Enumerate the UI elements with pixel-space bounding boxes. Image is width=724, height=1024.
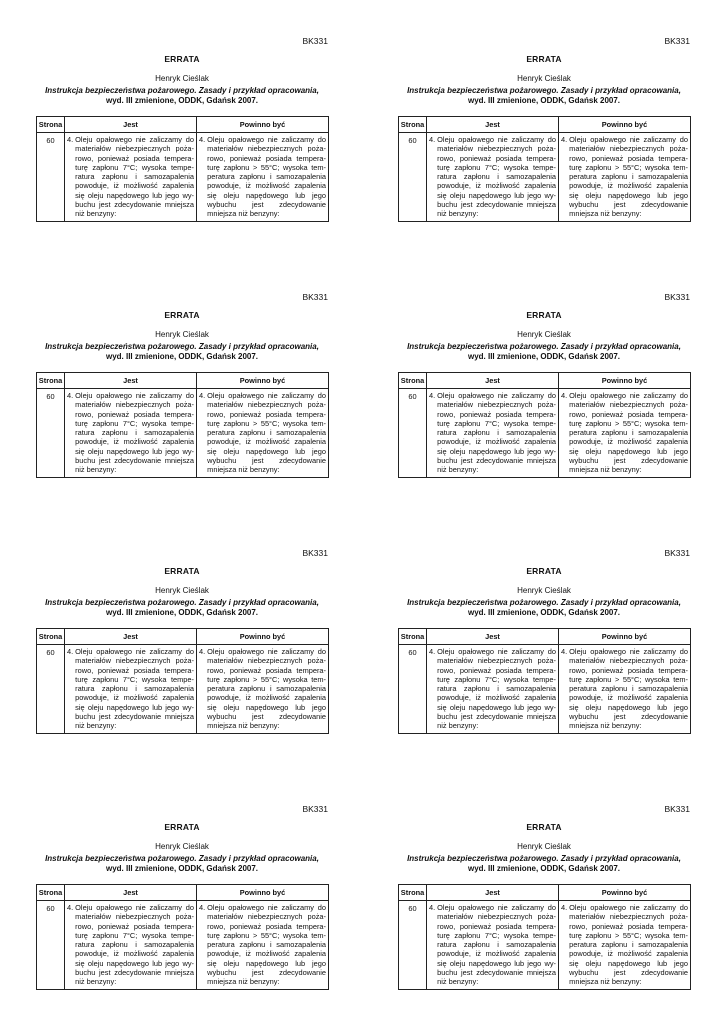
book-title: Instrukcja bezpieczeństwa pożarowego. Zasady i przykład opracowania,	[45, 598, 319, 607]
table-row	[399, 901, 691, 990]
errata-table	[398, 116, 691, 222]
row-is	[427, 389, 559, 478]
item-number: 4.	[561, 135, 568, 144]
slip-code: BK331	[302, 36, 328, 46]
header-should: Powinno być	[197, 885, 329, 901]
should-text: Oleju opałowego nie zaliczamy do materiałów niebezpiecznych pożarowo, ponieważ posiada temperaturę zapłonu > 55°C; wysoka temperatura zapłonu i samozapalenia powoduje, iż możliwość zapalenia się oleju napędowego lub jego wybuchu jest zdecydowanie mniejsza niż benzyny:	[207, 647, 326, 731]
errata-table	[398, 628, 691, 734]
header-page: Strona	[399, 117, 427, 133]
book-title: Instrukcja bezpieczeństwa pożarowego. Zasady i przykład opracowania,	[45, 854, 319, 863]
row-page: 60	[37, 901, 65, 990]
should-text: Oleju opałowego nie zaliczamy do materiałów niebezpiecznych pożarowo, ponieważ posiada temperaturę zapłonu > 55°C; wysoka temperatura zapłonu i samozapalenia powoduje, iż możliwość zapalenia się oleju napędowego lub jego wybuchu jest zdecydowanie mniejsza niż benzyny:	[207, 391, 326, 475]
item-number: 4.	[67, 391, 74, 400]
header-should: Powinno być	[197, 373, 329, 389]
header-should: Powinno być	[559, 373, 691, 389]
errata-table	[36, 116, 329, 222]
header-should: Powinno być	[559, 885, 691, 901]
slip-book-reference	[36, 86, 328, 106]
is-text: Oleju opałowego nie zaliczamy do materiałów niebezpiecznych pożarowo, ponieważ posiada temperaturę zapłonu 7°C; wysoka temperatura zapłonu i samozapalenia powoduje, iż możliwość zapalenia się oleju napędowego lub jego wybuchu jest zdecydowanie mniejsza niż benzyny:	[437, 391, 556, 475]
book-edition: wyd. III zmienione, ODDK, Gdańsk 2007.	[467, 608, 621, 617]
table-header-row	[399, 373, 691, 389]
slip-book-reference	[36, 854, 328, 874]
header-page: Strona	[37, 117, 65, 133]
errata-table	[398, 372, 691, 478]
table-row	[37, 389, 329, 478]
item-number: 4.	[199, 135, 206, 144]
header-is: Jest	[65, 629, 197, 645]
slip-title: ERRATA	[526, 310, 562, 320]
row-page: 60	[37, 133, 65, 222]
book-title: Instrukcja bezpieczeństwa pożarowego. Zasady i przykład opracowania,	[407, 342, 681, 351]
header-should: Powinno być	[559, 629, 691, 645]
item-number: 4.	[429, 391, 436, 400]
table-header-row	[399, 117, 691, 133]
book-title: Instrukcja bezpieczeństwa pożarowego. Zasady i przykład opracowania,	[407, 854, 681, 863]
header-page: Strona	[37, 885, 65, 901]
row-should	[197, 901, 329, 990]
row-is	[65, 389, 197, 478]
book-edition: wyd. III zmienione, ODDK, Gdańsk 2007.	[105, 864, 259, 873]
item-number: 4.	[199, 903, 206, 912]
slip-author: Henryk Cieślak	[155, 586, 209, 595]
row-is	[427, 645, 559, 734]
errata-slip	[398, 548, 690, 748]
errata-slip	[398, 804, 690, 1004]
table-header-row	[37, 373, 329, 389]
row-should	[559, 389, 691, 478]
item-number: 4.	[67, 135, 74, 144]
row-should	[559, 901, 691, 990]
is-text: Oleju opałowego nie zaliczamy do materiałów niebezpiecznych pożarowo, ponieważ posiada temperaturę zapłonu 7°C; wysoka temperatura zapłonu i samozapalenia powoduje, iż możliwość zapalenia się oleju napędowego lub jego wybuchu jest zdecydowanie mniejsza niż benzyny:	[75, 135, 194, 219]
errata-slip	[36, 292, 328, 492]
slip-code: BK331	[302, 292, 328, 302]
should-text: Oleju opałowego nie zaliczamy do materiałów niebezpiecznych pożarowo, ponieważ posiada temperaturę zapłonu > 55°C; wysoka temperatura zapłonu i samozapalenia powoduje, iż możliwość zapalenia się oleju napędowego lub jego wybuchu jest zdecydowanie mniejsza niż benzyny:	[207, 135, 326, 219]
header-page: Strona	[399, 885, 427, 901]
should-text: Oleju opałowego nie zaliczamy do materiałów niebezpiecznych pożarowo, ponieważ posiada temperaturę zapłonu > 55°C; wysoka temperatura zapłonu i samozapalenia powoduje, iż możliwość zapalenia się oleju napędowego lub jego wybuchu jest zdecydowanie mniejsza niż benzyny:	[207, 903, 326, 987]
table-row	[37, 901, 329, 990]
book-edition: wyd. III zmienione, ODDK, Gdańsk 2007.	[467, 864, 621, 873]
item-number: 4.	[561, 391, 568, 400]
row-is	[427, 901, 559, 990]
errata-slip	[398, 36, 690, 236]
slip-book-reference	[398, 598, 690, 618]
slip-author: Henryk Cieślak	[155, 74, 209, 83]
item-number: 4.	[561, 903, 568, 912]
book-title: Instrukcja bezpieczeństwa pożarowego. Zasady i przykład opracowania,	[45, 86, 319, 95]
slip-book-reference	[398, 342, 690, 362]
table-header-row	[399, 629, 691, 645]
row-should	[197, 389, 329, 478]
row-is	[65, 901, 197, 990]
errata-slip	[36, 548, 328, 748]
book-title: Instrukcja bezpieczeństwa pożarowego. Zasady i przykład opracowania,	[45, 342, 319, 351]
errata-slip	[398, 292, 690, 492]
item-number: 4.	[429, 647, 436, 656]
row-is	[427, 133, 559, 222]
slip-title: ERRATA	[164, 822, 200, 832]
should-text: Oleju opałowego nie zaliczamy do materiałów niebezpiecznych pożarowo, ponieważ posiada temperaturę zapłonu > 55°C; wysoka temperatura zapłonu i samozapalenia powoduje, iż możliwość zapalenia się oleju napędowego lub jego wybuchu jest zdecydowanie mniejsza niż benzyny:	[569, 647, 688, 731]
should-text: Oleju opałowego nie zaliczamy do materiałów niebezpiecznych pożarowo, ponieważ posiada temperaturę zapłonu > 55°C; wysoka temperatura zapłonu i samozapalenia powoduje, iż możliwość zapalenia się oleju napędowego lub jego wybuchu jest zdecydowanie mniejsza niż benzyny:	[569, 391, 688, 475]
errata-slip	[36, 36, 328, 236]
errata-table	[36, 884, 329, 990]
table-header-row	[37, 117, 329, 133]
table-row	[399, 389, 691, 478]
header-is: Jest	[427, 885, 559, 901]
slip-author: Henryk Cieślak	[517, 330, 571, 339]
book-edition: wyd. III zmienione, ODDK, Gdańsk 2007.	[467, 352, 621, 361]
slip-title: ERRATA	[526, 566, 562, 576]
row-should	[559, 645, 691, 734]
header-is: Jest	[427, 373, 559, 389]
table-row	[399, 645, 691, 734]
slip-author: Henryk Cieślak	[155, 842, 209, 851]
book-title: Instrukcja bezpieczeństwa pożarowego. Zasady i przykład opracowania,	[407, 598, 681, 607]
errata-table	[36, 372, 329, 478]
header-is: Jest	[65, 885, 197, 901]
row-page: 60	[37, 645, 65, 734]
slip-title: ERRATA	[526, 54, 562, 64]
errata-table	[36, 628, 329, 734]
header-is: Jest	[427, 629, 559, 645]
book-edition: wyd. III zmienione, ODDK, Gdańsk 2007.	[105, 608, 259, 617]
book-edition: wyd. III zmienione, ODDK, Gdańsk 2007.	[105, 352, 259, 361]
item-number: 4.	[561, 647, 568, 656]
slip-book-reference	[398, 86, 690, 106]
table-header-row	[37, 885, 329, 901]
slip-title: ERRATA	[164, 310, 200, 320]
table-row	[399, 133, 691, 222]
table-row	[37, 133, 329, 222]
slip-title: ERRATA	[164, 54, 200, 64]
row-should	[197, 645, 329, 734]
slip-author: Henryk Cieślak	[517, 586, 571, 595]
item-number: 4.	[67, 647, 74, 656]
header-should: Powinno być	[197, 629, 329, 645]
book-title: Instrukcja bezpieczeństwa pożarowego. Zasady i przykład opracowania,	[407, 86, 681, 95]
errata-table	[398, 884, 691, 990]
row-is	[65, 645, 197, 734]
slip-code: BK331	[302, 548, 328, 558]
row-page: 60	[37, 389, 65, 478]
is-text: Oleju opałowego nie zaliczamy do materiałów niebezpiecznych pożarowo, ponieważ posiada temperaturę zapłonu 7°C; wysoka temperatura zapłonu i samozapalenia powoduje, iż możliwość zapalenia się oleju napędowego lub jego wybuchu jest zdecydowanie mniejsza niż benzyny:	[75, 391, 194, 475]
should-text: Oleju opałowego nie zaliczamy do materiałów niebezpiecznych pożarowo, ponieważ posiada temperaturę zapłonu > 55°C; wysoka temperatura zapłonu i samozapalenia powoduje, iż możliwość zapalenia się oleju napędowego lub jego wybuchu jest zdecydowanie mniejsza niż benzyny:	[569, 135, 688, 219]
header-page: Strona	[399, 373, 427, 389]
errata-slip	[36, 804, 328, 1004]
is-text: Oleju opałowego nie zaliczamy do materiałów niebezpiecznych pożarowo, ponieważ posiada temperaturę zapłonu 7°C; wysoka temperatura zapłonu i samozapalenia powoduje, iż możliwość zapalenia się oleju napędowego lub jego wybuchu jest zdecydowanie mniejsza niż benzyny:	[75, 647, 194, 731]
is-text: Oleju opałowego nie zaliczamy do materiałów niebezpiecznych pożarowo, ponieważ posiada temperaturę zapłonu 7°C; wysoka temperatura zapłonu i samozapalenia powoduje, iż możliwość zapalenia się oleju napędowego lub jego wybuchu jest zdecydowanie mniejsza niż benzyny:	[437, 903, 556, 987]
item-number: 4.	[67, 903, 74, 912]
slip-book-reference	[36, 598, 328, 618]
row-should	[559, 133, 691, 222]
row-is	[65, 133, 197, 222]
slip-title: ERRATA	[526, 822, 562, 832]
slip-code: BK331	[664, 292, 690, 302]
table-row	[37, 645, 329, 734]
slip-book-reference	[398, 854, 690, 874]
slip-author: Henryk Cieślak	[517, 842, 571, 851]
header-should: Powinno być	[559, 117, 691, 133]
slip-code: BK331	[664, 804, 690, 814]
slip-code: BK331	[664, 548, 690, 558]
slip-author: Henryk Cieślak	[517, 74, 571, 83]
row-page: 60	[399, 901, 427, 990]
header-is: Jest	[427, 117, 559, 133]
row-page: 60	[399, 133, 427, 222]
table-header-row	[37, 629, 329, 645]
slip-book-reference	[36, 342, 328, 362]
book-edition: wyd. III zmienione, ODDK, Gdańsk 2007.	[105, 96, 259, 105]
header-is: Jest	[65, 117, 197, 133]
header-page: Strona	[37, 629, 65, 645]
item-number: 4.	[429, 903, 436, 912]
slip-title: ERRATA	[164, 566, 200, 576]
header-page: Strona	[37, 373, 65, 389]
item-number: 4.	[429, 135, 436, 144]
table-header-row	[399, 885, 691, 901]
row-page: 60	[399, 645, 427, 734]
book-edition: wyd. III zmienione, ODDK, Gdańsk 2007.	[467, 96, 621, 105]
should-text: Oleju opałowego nie zaliczamy do materiałów niebezpiecznych pożarowo, ponieważ posiada temperaturę zapłonu > 55°C; wysoka temperatura zapłonu i samozapalenia powoduje, iż możliwość zapalenia się oleju napędowego lub jego wybuchu jest zdecydowanie mniejsza niż benzyny:	[569, 903, 688, 987]
slip-author: Henryk Cieślak	[155, 330, 209, 339]
slip-code: BK331	[664, 36, 690, 46]
header-page: Strona	[399, 629, 427, 645]
header-is: Jest	[65, 373, 197, 389]
is-text: Oleju opałowego nie zaliczamy do materiałów niebezpiecznych pożarowo, ponieważ posiada temperaturę zapłonu 7°C; wysoka temperatura zapłonu i samozapalenia powoduje, iż możliwość zapalenia się oleju napędowego lub jego wybuchu jest zdecydowanie mniejsza niż benzyny:	[437, 647, 556, 731]
item-number: 4.	[199, 391, 206, 400]
slip-code: BK331	[302, 804, 328, 814]
row-should	[197, 133, 329, 222]
item-number: 4.	[199, 647, 206, 656]
header-should: Powinno być	[197, 117, 329, 133]
is-text: Oleju opałowego nie zaliczamy do materiałów niebezpiecznych pożarowo, ponieważ posiada temperaturę zapłonu 7°C; wysoka temperatura zapłonu i samozapalenia powoduje, iż możliwość zapalenia się oleju napędowego lub jego wybuchu jest zdecydowanie mniejsza niż benzyny:	[437, 135, 556, 219]
row-page: 60	[399, 389, 427, 478]
is-text: Oleju opałowego nie zaliczamy do materiałów niebezpiecznych pożarowo, ponieważ posiada temperaturę zapłonu 7°C; wysoka temperatura zapłonu i samozapalenia powoduje, iż możliwość zapalenia się oleju napędowego lub jego wybuchu jest zdecydowanie mniejsza niż benzyny:	[75, 903, 194, 987]
